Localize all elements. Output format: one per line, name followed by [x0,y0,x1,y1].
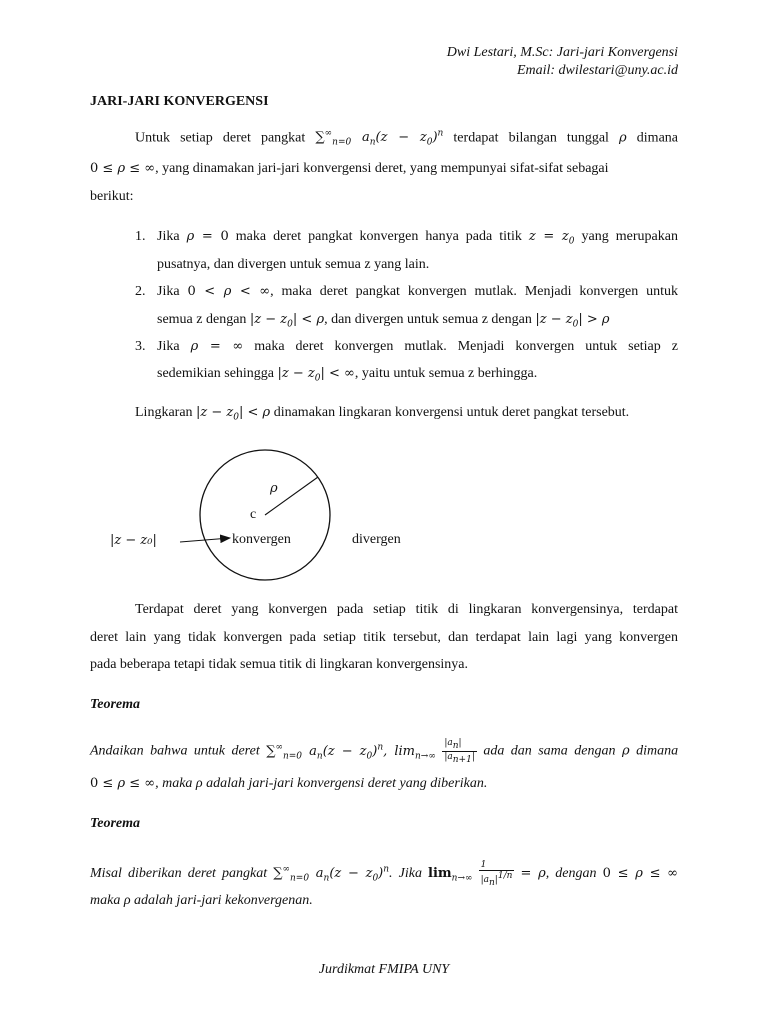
theorem-1-line-2: 0 ≤ ρ ≤ ∞, maka ρ adalah jari-jari konvergensi deret yang diberikan. [90,776,488,791]
header-email-line: Email: dwilestari@uny.ac.id [516,63,678,78]
list-item-number: 3. [135,339,146,354]
page-title: JARI-JARI KONVERGENSI [90,94,269,109]
theorem-1-heading: Teorema [90,697,141,712]
list-item-1-line-1: Jika ρ = 0 maka deret pangkat konvergen hanya pada titik $z = z_0$ yang merupakan [157,229,678,247]
para2-line-1: Terdapat deret yang konvergen pada setiap titik di lingkaran konvergensinya, terdapat [135,602,678,617]
intro-line-2: 0 ≤ ρ ≤ ∞, yang dinamakan jari-jari konvergensi deret, yang mempunyai sifat-sifat sebagai [90,161,609,176]
inside-label: konvergen [232,532,291,547]
header-author-line: Dwi Lestari, M.Sc: Jari-jari Konvergensi [446,45,678,60]
page-footer: Jurdikmat FMIPA UNY [318,962,450,977]
list-item-2-line-1: Jika 0 < ρ < ∞, maka deret pangkat konvergen mutlak. Menjadi konvergen untuk [157,284,678,299]
rho-label: ρ [270,481,278,496]
circle-sentence: Lingkaran $|z - z_0| < \rho$ dinamakan lingkaran konvergensi untuk deret pangkat tersebut. [135,405,630,423]
theorem-2-line-2: maka ρ adalah jari-jari kekonvergenan. [90,893,313,908]
theorem-2-heading: Teorema [90,816,141,831]
list-item-number: 2. [135,284,146,299]
theorem-1-line-1: Andaikan bahwa untuk deret $\sum^\infty_{n=0}$ $a_n(z - z_0)^n$, $\lim_{n\to\infty}$ $\frac{|a_n|}{|a_{n+1}|}$ ada dan sama dengan ρ dimana [90,738,679,765]
list-item-number: 1. [135,229,146,244]
intro-line-3: berikut: [90,189,134,204]
theorem-2-line-1: Misal diberikan deret pangkat $\sum^\infty_{n=0}$ $a_n(z - z_0)^n$. Jika $\lim_{n\to\infty}$ $\frac{1}{|a_n|^{1/n}}$ = ρ, dengan 0 ≤ ρ ≤ ∞ [90,860,679,888]
center-label: c [250,507,257,522]
list-item-1-line-2: pusatnya, dan divergen untuk semua z yang lain. [157,257,430,272]
pointer-label: |z − z₀| [110,533,157,548]
list-item-3-line-2: sedemikian sehingga $|z - z_0|$ < ∞, yaitu untuk semua z berhingga. [157,366,538,384]
list-item-3-line-1: Jika ρ = ∞ maka deret konvergen mutlak. Menjadi konvergen untuk setiap z [157,339,678,354]
para2-line-3: pada beberapa tetapi tidak semua titik di lingkaran konvergensinya. [90,657,469,672]
list-item-2-line-2: semua z dengan $|z - z_0| < \rho$, dan divergen untuk semua z dengan $|z - z_0| > \rho$ [157,312,610,330]
para2-line-2: deret lain yang tidak konvergen pada setiap titik tersebut, dan terdapat lain lagi yang konvergen [90,630,678,645]
outside-label: divergen [352,532,401,547]
intro-line-1: Untuk setiap deret pangkat $\sum^\infty_{n=0}$ $a_n(z - z_0)^n$ terdapat bilangan tunggal ρ dimana [135,129,679,148]
